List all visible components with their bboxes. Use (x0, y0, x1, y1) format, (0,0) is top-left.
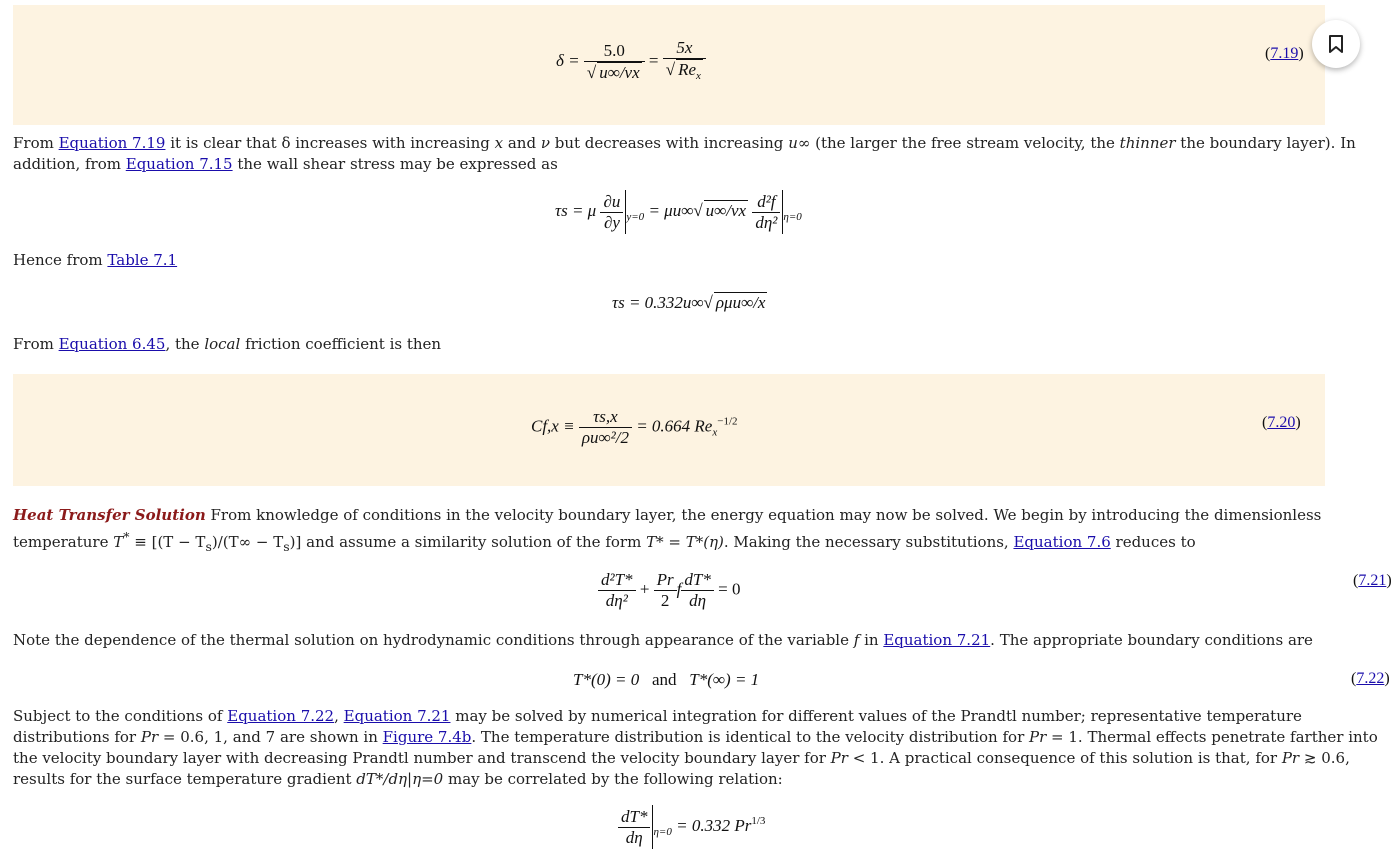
equation-number-7-20: (7.20) (1262, 414, 1301, 431)
re-subscript: x (696, 70, 701, 82)
fraction-2 (663, 38, 706, 86)
equation-7-19 (556, 38, 706, 86)
equation-gradient: $\frac{dT*}{d\eta}$ $_{\eta=0}$ = 0.332 $Pr^{1/3}$ (618, 805, 765, 849)
link-equation-7-6[interactable]: Equation 7.6 (1013, 533, 1111, 551)
equation-7-21: $\frac{\text{d²T*}}{\text{dη²}}$ + $\frac{Pr}{2}$ f $\frac{dT*}{d\eta}$ = 0 (598, 570, 740, 611)
equals: = (648, 50, 659, 70)
equation-7-19-link[interactable]: 7.19 (1270, 45, 1299, 62)
paragraph-numerical: Subject to the conditions of Equation 7.22, Equation 7.21 may be solved by numerical integration for different values of the Prandtl number; representative temperature distributions for Pr = 0.6, 1, and 7 are shown in Figure 7.4b. The temperature distribution is identical to the velocity distribution for Pr = 1. Thermal effects penetrate farther into the velocity boundary layer with decreasing Prandtl number and transcend the velocity boundary layer for Pr < 1. A practical consequence of this solution is that, for Pr ≳ 0.6, results for the surface temperature gradient dT*/dη|η=0 may be correlated by the following relation: (13, 707, 1378, 788)
equation-7-20: Cf,x ≡ $\frac{\tau s,x}{\text{ρu∞²/2}}$ = 0.664 $Re_x^{-1/2}$ (531, 407, 738, 447)
eq-lhs: δ = (556, 50, 580, 70)
link-figure-7-4b[interactable]: Figure 7.4b (382, 728, 472, 746)
paragraph-hence: Hence from Table 7.1 (13, 251, 178, 269)
denominator-2: √ $Re_x$ (663, 59, 706, 86)
sqrt-content: u∞/νx (599, 63, 640, 82)
equation-wall-shear: τs = μ $\frac{\partial u}{\partial y}$ $_{y=0}$ = μu∞√ u∞/νx $\frac{\text{d²f}}{\text{dη²}}$ $_{\eta=0}$ (555, 190, 802, 234)
link-equation-7-19[interactable]: Equation 7.19 (58, 134, 166, 152)
equation-number-7-19: (7.19) (1265, 45, 1304, 62)
link-table-7-1[interactable]: Table 7.1 (107, 251, 178, 269)
bookmark-icon (1327, 34, 1345, 54)
link-equation-6-45[interactable]: Equation 6.45 (58, 335, 166, 353)
equation-7-22-link[interactable]: 7.22 (1356, 670, 1385, 687)
paragraph-friction: From Equation 6.45, the local friction coefficient is then (13, 335, 442, 353)
re-symbol: Re (678, 60, 697, 79)
denominator: √ u∞/νx (586, 63, 640, 82)
fraction (584, 41, 645, 83)
link-equation-7-21b[interactable]: Equation 7.21 (343, 707, 451, 725)
equation-7-20-box (13, 374, 1325, 486)
equation-number-7-22: (7.22) (1351, 670, 1390, 687)
equation-7-21-link[interactable]: 7.21 (1358, 572, 1387, 589)
paragraph-heat-transfer: Heat Transfer Solution From knowledge of conditions in the velocity boundary layer, the energy equation may now be solved. We begin by introducing the dimensionless temperature $T^* \equiv [(T - T_s)/(T\infty - T_s)]$ and assume a similarity solution of the form T* = T*(η). Making the necessary substitutions, Equation 7.6 reduces to (13, 506, 1322, 554)
numerator: 5.0 (584, 41, 645, 62)
equation-7-22: T*(0) = 0 and T*(∞) = 1 (573, 670, 760, 689)
bookmark-button[interactable] (1312, 20, 1360, 68)
paragraph-boundary-layer: From Equation 7.19 it is clear that δ increases with increasing x and ν but decreases with increasing u∞ (the larger the free stream velocity, the thinner the boundary layer). In addition, from Equation 7.15 the wall shear stress may be expressed as (13, 134, 1356, 173)
equation-7-19-box (13, 5, 1325, 125)
link-equation-7-21[interactable]: Equation 7.21 (883, 631, 991, 649)
link-equation-7-15[interactable]: Equation 7.15 (125, 155, 233, 173)
section-heading: Heat Transfer Solution (13, 506, 206, 524)
link-equation-7-22[interactable]: Equation 7.22 (227, 707, 335, 725)
numerator-2: 5x (663, 38, 706, 59)
paragraph-dependence: Note the dependence of the thermal solution on hydrodynamic conditions through appearance of the variable f in Equation 7.21. The appropriate boundary conditions are (13, 631, 1313, 649)
equation-shear-result: τs = 0.332u∞√ ρμu∞/x (612, 293, 766, 312)
equation-number-7-21: (7.21) (1353, 572, 1392, 589)
equation-7-20-link[interactable]: 7.20 (1267, 414, 1296, 431)
